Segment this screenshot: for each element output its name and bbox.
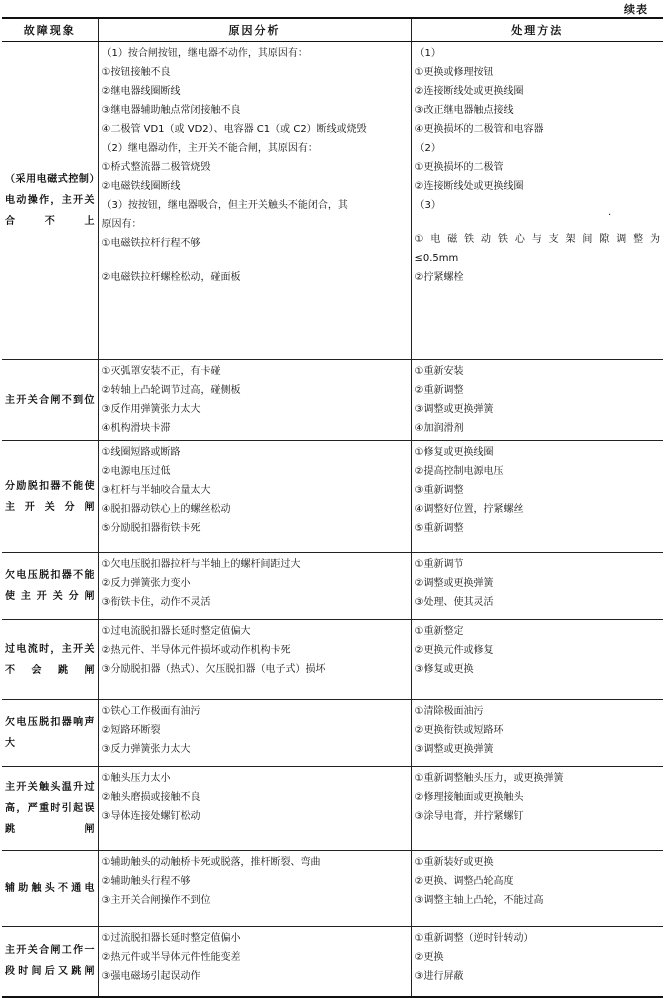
solution-cell — [411, 851, 663, 927]
cause-line: ④机构滑块卡滞 — [101, 423, 171, 434]
solution-line: ②更换、调整凸轮高度 — [414, 876, 514, 887]
fault-cell: 主开关触头温升过高，严重时引起误跳闸 — [2, 767, 98, 851]
fault-table — [2, 17, 663, 998]
cause-line: ②热元件、半导体元件损坏或动作机构卡死 — [101, 645, 291, 656]
solution-line: ②连接断线处或更换线圈 — [414, 86, 524, 97]
solution-line: ②重新调整 — [414, 385, 464, 396]
cause-cell — [98, 767, 411, 851]
cause-line: ③主开关合闸操作不到位 — [101, 895, 211, 906]
solution-line: ①重新调节 — [414, 559, 464, 570]
cause-line: ②电磁铁拉杆螺栓松动，碰面板 — [101, 272, 241, 283]
solution-cell — [411, 42, 663, 360]
table-row — [2, 42, 663, 360]
cause-line: ③导体连接处螺钉松动 — [101, 811, 201, 822]
table-row — [2, 553, 663, 620]
cause-line: ①欠电压脱扣器拉杆与半轴上的螺杆间距过大 — [101, 559, 301, 570]
cause-line: 原因有： — [101, 219, 142, 230]
solution-line: ≤0.5mm — [414, 253, 459, 264]
solution-line: ③重新调整 — [414, 485, 464, 496]
solution-line: ⑤重新调整 — [414, 523, 464, 534]
solution-line: （3） — [414, 200, 441, 211]
table-row — [2, 700, 663, 767]
solution-line: ②连接断线处或更换线圈 — [414, 181, 524, 192]
cause-line: ③继电器辅助触点常闭接触不良 — [101, 105, 241, 116]
solution-line: ③调整或更换弹簧 — [414, 404, 494, 415]
header-fault: 故障现象 — [2, 18, 98, 42]
solution-line: ②更换 — [414, 952, 444, 963]
solution-line: ②更换衔铁或短路环 — [414, 725, 504, 736]
cause-line: ②热元件或半导体元件性能变差 — [101, 952, 241, 963]
table-body — [2, 42, 663, 997]
solution-line: ①重新装好或更换 — [414, 857, 494, 868]
header-solution: 处理方法 — [411, 18, 663, 42]
cause-line: （3）按按钮，继电器吸合，但主开关触头不能闭合，其 — [101, 200, 348, 211]
cause-line: ②触头磨损或接触不良 — [101, 792, 201, 803]
fault-cell: 分励脱扣器不能使主开关分闸 — [2, 441, 98, 553]
cause-cell — [98, 851, 411, 927]
cause-cell — [98, 927, 411, 997]
solution-line: ③进行屏蔽 — [414, 971, 464, 982]
fault-cell: 欠电压脱扣器响声大 — [2, 700, 98, 767]
cause-line: ①过流脱扣器长延时整定值偏小 — [101, 933, 241, 944]
cause-line: ④脱扣器动铁心上的螺丝松动 — [101, 504, 231, 515]
solution-line: ②调整或更换弹簧 — [414, 578, 494, 589]
fault-cell: 主开关合闸工作一段时间后又跳闸 — [2, 927, 98, 997]
cause-line: ①铁心工作极面有油污 — [101, 706, 201, 717]
fault-cell: 过电流时，主开关不会跳闸 — [2, 620, 98, 700]
solution-line: ④更换损坏的二极管和电容器 — [414, 124, 544, 135]
cause-line: ②转轴上凸轮调节过高，碰侧板 — [101, 385, 241, 396]
solution-cell — [411, 927, 663, 997]
cause-line: ③反作用弹簧张力太大 — [101, 404, 201, 415]
stray-mark: · — [608, 210, 612, 221]
cause-line: ②电磁铁线圈断线 — [101, 181, 181, 192]
cause-line: ①桥式整流器二极管烧毁 — [101, 162, 211, 173]
cause-cell — [98, 700, 411, 767]
table-row — [2, 851, 663, 927]
solution-line: ②拧紧螺栓 — [414, 272, 464, 283]
cause-line: ③强电磁场引起误动作 — [101, 971, 201, 982]
solution-line: ③处理、使其灵活 — [414, 597, 494, 608]
solution-line: ④调整好位置，拧紧螺丝 — [414, 504, 524, 515]
solution-line: ①重新调整触头压力，或更换弹簧 — [414, 773, 564, 784]
cause-line: ③反力弹簧张力太大 — [101, 744, 191, 755]
solution-line: ②修理接触面或更换触头 — [414, 792, 524, 803]
solution-line: ③涂导电膏，并拧紧螺钉 — [414, 811, 524, 822]
cause-line: ②继电器线圈断线 — [101, 86, 181, 97]
table-row — [2, 767, 663, 851]
solution-line: ①清除极面油污 — [414, 706, 484, 717]
solution-line: ①重新调整（逆时针转动） — [414, 933, 534, 944]
cause-line: ②电源电压过低 — [101, 466, 171, 477]
solution-line: ①电磁铁动铁心与支架间隙调整为 — [414, 234, 660, 245]
solution-line: ①更换或修理按钮 — [414, 67, 494, 78]
cause-line: ①辅助触头的动触桥卡死或脱落，推杆断裂、弯曲 — [101, 857, 321, 868]
solution-line: ②提高控制电源电压 — [414, 466, 504, 477]
cause-line: ②辅助触头行程不够 — [101, 876, 191, 887]
solution-line: ①修复或更换线圈 — [414, 447, 494, 458]
solution-line: （1） — [414, 48, 441, 59]
solution-cell — [411, 553, 663, 620]
solution-line: ④加润滑剂 — [414, 423, 464, 434]
solution-line: ②更换元件或修复 — [414, 645, 494, 656]
cause-cell — [98, 42, 411, 360]
cause-line: ③衔铁卡住，动作不灵活 — [101, 597, 211, 608]
solution-line: ③调整或更换弹簧 — [414, 744, 494, 755]
cause-cell — [98, 553, 411, 620]
fault-cell: 主开关合闸不到位 — [2, 360, 98, 441]
solution-cell — [411, 360, 663, 441]
cause-line: ①线圈短路或断路 — [101, 447, 181, 458]
solution-line: ①重新安装 — [414, 366, 464, 377]
solution-line: ①重新整定 — [414, 626, 464, 637]
cause-line: ③杠杆与半轴咬合量太大 — [101, 485, 211, 496]
cause-line: ①电磁铁拉杆行程不够 — [101, 238, 201, 249]
cause-line: ④二极管 VD1（或 VD2）、电容器 C1（或 C2）断线或烧毁 — [101, 124, 367, 135]
cause-cell — [98, 360, 411, 441]
continued-table-label: 续表 — [624, 3, 648, 16]
table-row — [2, 927, 663, 997]
solution-cell — [411, 767, 663, 851]
solution-line: ①更换损坏的二极管 — [414, 162, 504, 173]
solution-line: （2） — [414, 143, 441, 154]
solution-line: ③修复或更换 — [414, 664, 474, 675]
cause-line: ②反力弹簧张力变小 — [101, 578, 191, 589]
cause-line: ②短路环断裂 — [101, 725, 161, 736]
solution-line: ③改正继电器触点接线 — [414, 105, 514, 116]
solution-cell — [411, 700, 663, 767]
cause-line: （2）继电器动作，主开关不能合闸，其原因有： — [101, 143, 318, 154]
solution-line: ③调整主轴上凸轮，不能过高 — [414, 895, 544, 906]
table-row — [2, 441, 663, 553]
cause-line: （1）按合闸按钮，继电器不动作，其原因有： — [101, 48, 308, 59]
fault-cell: （采用电磁式控制）电动操作，主开关合不上 — [2, 42, 98, 360]
cause-line: ⑤分励脱扣器衔铁卡死 — [101, 523, 201, 534]
cause-line: ③分励脱扣器（热式）、欠压脱扣器（电子式）损坏 — [101, 664, 326, 675]
table-row — [2, 360, 663, 441]
table-row — [2, 620, 663, 700]
fault-cell: 辅助触头不通电 — [2, 851, 98, 927]
solution-cell — [411, 620, 663, 700]
cause-cell — [98, 441, 411, 553]
cause-line: ①过电流脱扣器长延时整定值偏大 — [101, 626, 251, 637]
cause-cell — [98, 620, 411, 700]
cause-line: ①按钮接触不良 — [101, 67, 171, 78]
cause-line: ①灭弧罩安装不正，有卡碰 — [101, 366, 221, 377]
cause-line: ①触头压力太小 — [101, 773, 171, 784]
fault-cell: 欠电压脱扣器不能使主开关分闸 — [2, 553, 98, 620]
header-cause: 原因分析 — [98, 18, 411, 42]
table-header-row — [2, 18, 663, 42]
solution-line — [415, 215, 661, 230]
cause-line — [102, 253, 408, 268]
solution-cell — [411, 441, 663, 553]
